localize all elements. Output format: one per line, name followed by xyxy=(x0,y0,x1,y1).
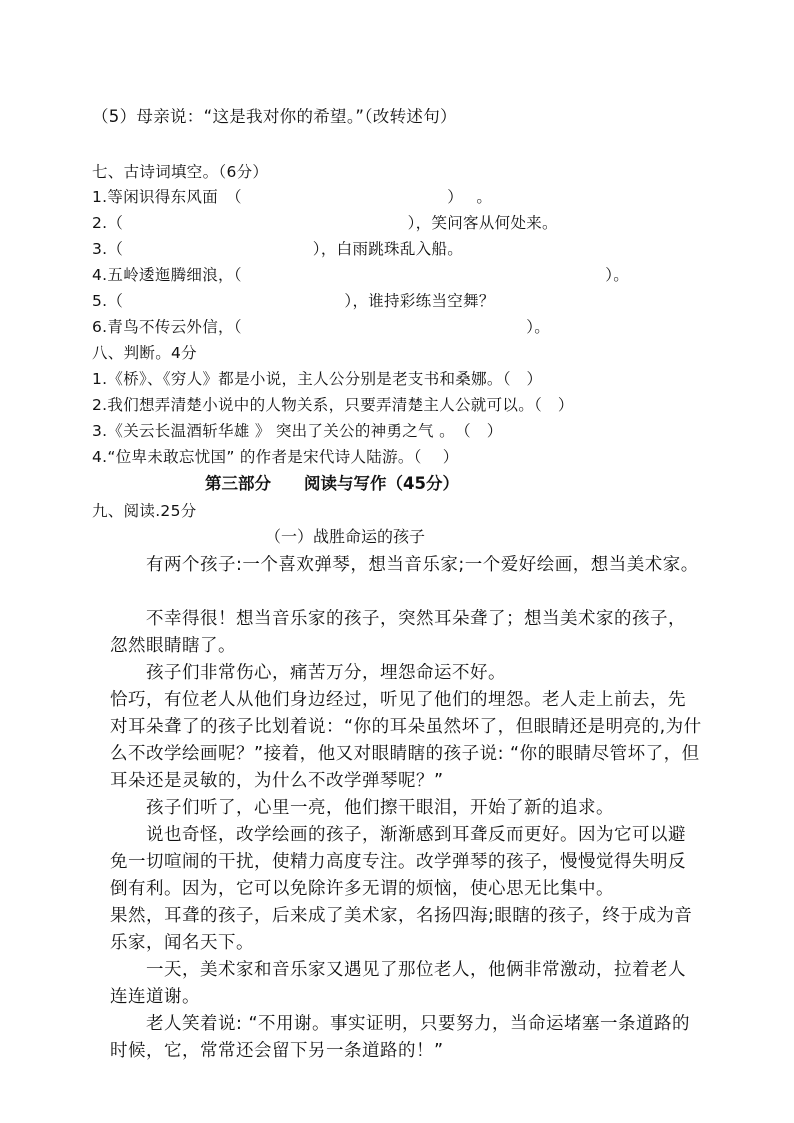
passage-paragraph-9: 老人笑着说: “不用谢。事实证明，只要努力，当命运堵塞一条道路的时候，它，常常还会留下另一条道路的！” xyxy=(110,1014,691,1061)
judge-item-2: 2.我们想弄清楚小说中的人物关系，只要弄清楚主人公就可以。（ ） xyxy=(92,396,574,414)
judge-item-3: 3.《关云长温酒斩华雄 》 突出了关公的神勇之气 。 （ ） xyxy=(92,422,503,440)
poem-fill-item-3: 3.（ ），白雨跳珠乱入船。 xyxy=(92,240,464,258)
poem-fill-item-2: 2.（ ），笑问客从何处来。 xyxy=(92,214,558,232)
passage-paragraph-2: 不幸得很！想当音乐家的孩子，突然耳朵聋了；想当美术家的孩子，忽然眼睛瞎了。 xyxy=(110,609,686,656)
poem-fill-item-6: 6.青鸟不传云外信，（ ）。 xyxy=(92,318,551,336)
section-9-heading: 九、阅读.25分 xyxy=(92,502,197,520)
section-7-heading: 七、古诗词填空。（6分） xyxy=(92,163,269,181)
question-5-convert-quote: （5）母亲说：“这是我对你的希望。”（改转述句） xyxy=(92,107,457,126)
section-8-heading: 八、判断。4分 xyxy=(92,344,197,362)
passage-paragraph-5: 孩子们听了，心里一亮，他们擦干眼泪，开始了新的追求。 xyxy=(110,798,614,818)
judge-item-4: 4.“位卑未敢忘忧国” 的作者是宋代诗人陆游。（ ） xyxy=(92,448,459,466)
passage-paragraph-3: 孩子们非常伤心，痛苦万分，埋怨命运不好。 xyxy=(110,663,506,683)
part-3-title: 第三部分 阅读与写作（45分） xyxy=(205,474,459,493)
poem-fill-item-1: 1.等闲识得东风面 （ ） 。 xyxy=(92,188,493,206)
poem-fill-item-5: 5.（ ），谁持彩练当空舞？ xyxy=(92,292,495,310)
passage-paragraph-4: 恰巧，有位老人从他们身边经过，听见了他们的埋怨。老人走上前去，先对耳朵聋了的孩子比划着说：“你的耳朵虽然坏了，但眼睛还是明亮的,为什么不改学绘画呢？”接着，他又对眼睛瞎的孩子说: “你的眼睛尽管坏了，但耳朵还是灵敏的，为什么不改学弹琴呢？” xyxy=(110,690,702,791)
judge-item-1: 1.《桥》、《穷人》都是小说，主人公分别是老支书和桑娜。（ ） xyxy=(92,370,543,388)
passage-title: （一）战胜命运的孩子 xyxy=(265,527,426,546)
poem-fill-item-4: 4.五岭逶迤腾细浪，（ ）。 xyxy=(92,266,630,284)
passage-paragraph-8: 一天，美术家和音乐家又遇见了那位老人，他俩非常激动，拉着老人连连道谢。 xyxy=(110,960,686,1007)
passage-paragraph-7: 果然，耳聋的孩子，后来成了美术家，名扬四海;眼瞎的孩子，终于成为音乐家，闻名天下。 xyxy=(110,906,693,953)
passage-paragraph-1: 有两个孩子:一个喜欢弹琴，想当音乐家;一个爱好绘画，想当美术家。 xyxy=(110,555,699,575)
passage-paragraph-6: 说也奇怪，改学绘画的孩子，渐渐感到耳聋反而更好。因为它可以避免一切喧闹的干扰，使精力高度专注。改学弹琴的孩子，慢慢觉得失明反倒有利。因为，它可以免除许多无谓的烦恼，使心思无比集中。 xyxy=(110,825,686,899)
